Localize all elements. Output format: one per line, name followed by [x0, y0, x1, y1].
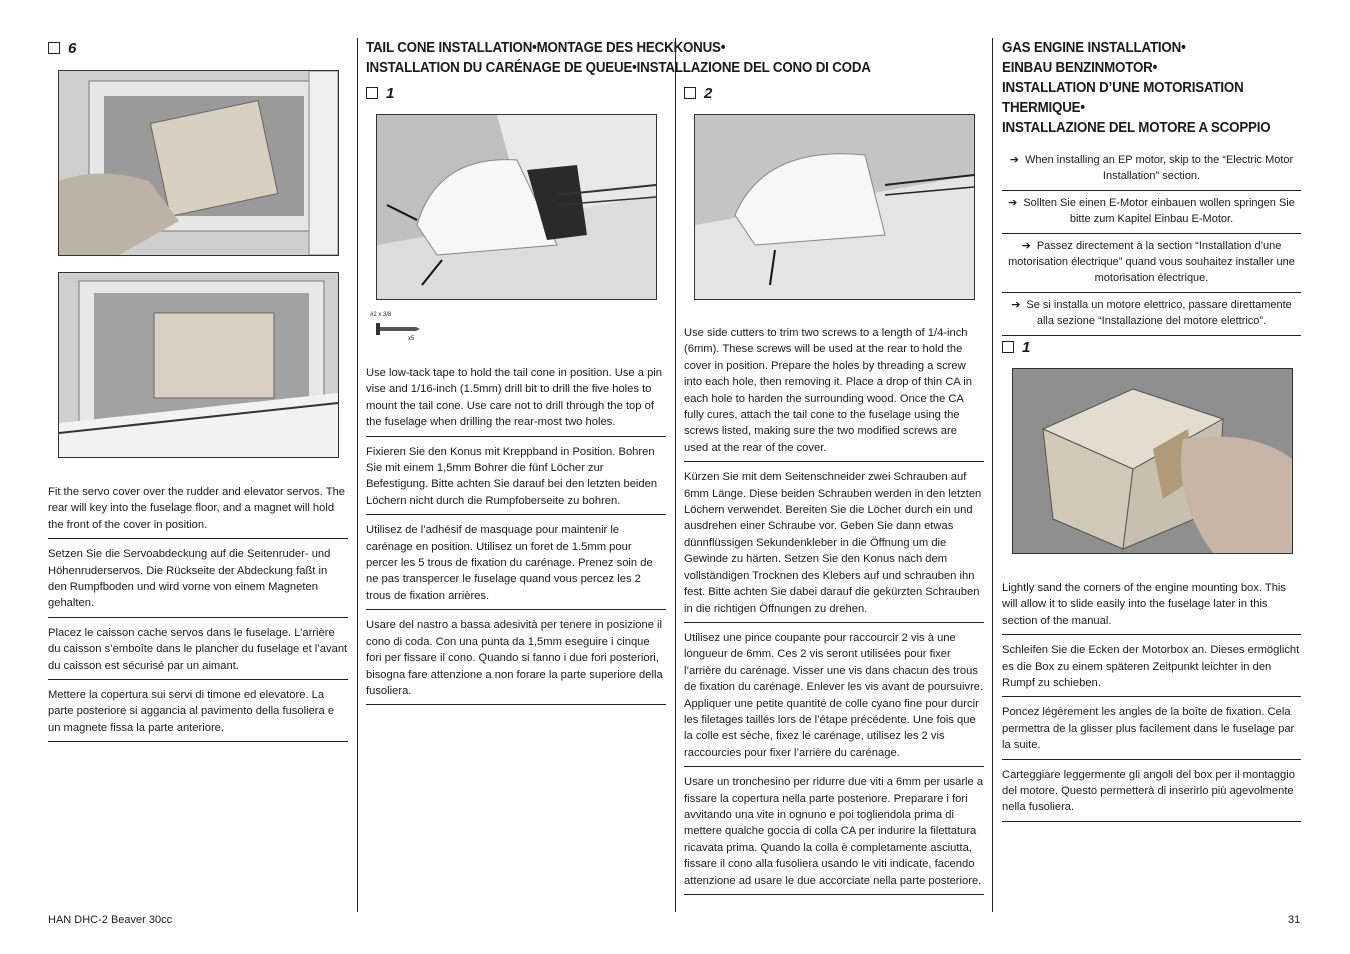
- photo-servo-cover-insert: [58, 70, 339, 256]
- note-text: When installing an EP motor, skip to the “Electric Motor Installation” section.: [1025, 154, 1294, 182]
- instruction-it: Carteggiare leggermente gli angoli del box per il montaggio del motore. Questo permetterà di inserirlo più agevolmente nella fusoliera.: [1002, 767, 1301, 822]
- tail-step-2-header: [684, 83, 712, 103]
- step-number: 6: [68, 39, 77, 57]
- instruction-de: Fixieren Sie den Konus mit Kreppband in Position. Bohren Sie mit einem 1,5mm Bohrer die fünf Löcher zur Befestigung. Bitte achten Sie darauf bei den letzten beiden Löchern nicht durch die Rumpfoberseite zu bohren.: [366, 444, 666, 516]
- screw-qty-label: x5: [408, 336, 415, 342]
- gas-heading-line-2: EINBAU BENZINMOTOR•: [1002, 60, 1158, 76]
- tail-cone-heading-line-1: TAIL CONE INSTALLATION•MONTAGE DES HECKKONUS•: [366, 40, 726, 56]
- photo-tail-cone-screwed: [694, 114, 975, 300]
- instruction-de: Kürzen Sie mit dem Seitenschneider zwei Schrauben auf 6mm Länge. Diese beiden Schrauben werden in den letzten Löchern verwendet. Bereiten Sie die Löcher durch ein und ausdrehen einer Schraube vor. Geben Sie dann etwas dünnflüssigen Sekundenkleber in die Öffnung um die Gewinde zu härten. Setzen Sie den Konus nach dem vollständigen Trocknen des Klebers auf und schrauben ihn fest. Bitte achten Sie dabei darauf die gekürzten Schrauben in die richtigen Öffnungen zu drehen.: [684, 469, 984, 623]
- screw-callout: [370, 312, 430, 346]
- tail-cone-taped-illustration: [377, 115, 656, 299]
- engine-box-sanding-illustration: [1013, 369, 1292, 553]
- instruction-de: Setzen Sie die Servoabdeckung auf die Seitenruder- und Höhenruderservos. Die Rückseite der Abdeckung faßt in den Rumpfboden und wird vorne von einem Magneten gehalten.: [48, 546, 348, 618]
- column-servo-cover: [48, 38, 348, 58]
- servo-cover-installed-illustration: [59, 273, 338, 457]
- instruction-de: Schleifen Sie die Ecken der Motorbox an. Dieses ermöglicht es die Box zu einem späteren Zeitpunkt leichter in den Rumpf zu schieben.: [1002, 642, 1301, 697]
- instruction-fr: Utilisez de l’adhésif de masquage pour maintenir le carénage en position. Utilisez un foret de 1.5mm pour percer les 5 trous de fixation du carénage. Prenez soin de ne pas transpercer le fuselage quand vous percez les 2 trous de fixation arrières.: [366, 522, 666, 610]
- servo-cover-instructions: [48, 484, 348, 749]
- instruction-it: Mettere la copertura sui servi di timone ed elevatore. La parte posteriore si aggancia al pavimento della fusoliera e un magnete fissa la parte anteriore.: [48, 687, 348, 742]
- screw-icon: [376, 322, 420, 336]
- arrow-right-icon: ➔: [1011, 299, 1021, 311]
- instruction-en: Lightly sand the corners of the engine mounting box. This will allow it to slide easily into the fuselage later in this section of the manual.: [1002, 580, 1301, 635]
- checkbox-icon[interactable]: [48, 42, 60, 54]
- instruction-en: Fit the servo cover over the rudder and elevator servos. The rear will key into the fuselage floor, and a magnet will hold the front of the cover in position.: [48, 484, 348, 539]
- gas-step-1-header: [1002, 337, 1030, 357]
- servo-cover-insert-illustration: [59, 71, 338, 255]
- note-text: Se si installa un motore elettrico, passare direttamente alla sezione “Installazione del motore elettrico”.: [1026, 299, 1292, 327]
- gas-engine-heading: [1002, 38, 1302, 138]
- tail-cone-heading: [366, 38, 986, 78]
- step-number: 2: [704, 84, 713, 102]
- checkbox-icon[interactable]: [1002, 341, 1014, 353]
- gas-heading-line-4: THERMIQUE•: [1002, 100, 1085, 116]
- instruction-fr: Utilisez une pince coupante pour raccourcir 2 vis à une longueur de 6mm. Ces 2 vis seront utilisées pour fixer l’arrière du carénage. Visser une vis dans chacun des trous de fixation du carénage. Enlever les vis avant de poursuivre. Appliquer une petite quantité de colle cyano fine pour durcir les filetages taillés lors de l’étape précédente. Une fois que la colle est sèche, fixez le carénage, utilisez les 2 vis raccourcies pour fixer l’arrière du carénage.: [684, 630, 984, 767]
- photo-tail-cone-taped: [376, 114, 657, 300]
- tail-step-2-instructions: [684, 325, 984, 902]
- gas-heading-line-1: GAS ENGINE INSTALLATION•: [1002, 40, 1186, 56]
- tail-step-1-instructions: [366, 365, 666, 712]
- note-fr: [1002, 234, 1301, 293]
- arrow-right-icon: ➔: [1008, 197, 1018, 209]
- instruction-fr: Placez le caisson cache servos dans le fuselage. L’arrière du caisson s’emboîte dans le plancher du fuselage et l’avant du caisson est sécurisé par un aimant.: [48, 625, 348, 680]
- ep-motor-notes: [1002, 148, 1301, 336]
- checkbox-icon[interactable]: [684, 87, 696, 99]
- instruction-en: Use low-tack tape to hold the tail cone in position. Use a pin vise and 1/16-inch (1.5mm) drill bit to drill the five holes to mount the tail cone. Use care not to drill through the top of the fuselage when drilling the rear-most two holes.: [366, 365, 666, 437]
- step-number: 1: [1022, 338, 1031, 356]
- note-text: Passez directement à la section “Installation d’une motorisation électrique” quand vous souhaitez installer une motorisation électrique.: [1008, 240, 1295, 284]
- gas-heading-line-5: INSTALLAZIONE DEL MOTORE A SCOPPIO: [1002, 120, 1271, 136]
- column-divider-3: [992, 38, 993, 912]
- note-text: Sollten Sie einen E-Motor einbauen wollen springen Sie bitte zum Kapitel Einbau E-Motor.: [1023, 197, 1295, 225]
- photo-servo-cover-installed: [58, 272, 339, 458]
- arrow-right-icon: ➔: [1021, 240, 1031, 252]
- tail-cone-heading-line-2: INSTALLATION DU CARÉNAGE DE QUEUE•INSTALLAZIONE DEL CONO DI CODA: [366, 60, 871, 76]
- instruction-fr: Poncez légèrement les angles de la boîte de fixation. Cela permettra de la glisser plus facilement dans le fuselage par la suite.: [1002, 704, 1301, 759]
- tail-step-1-header: [366, 83, 394, 103]
- step-number: 1: [386, 84, 395, 102]
- gas-heading-line-3: INSTALLATION D’UNE MOTORISATION: [1002, 80, 1244, 96]
- column-divider-1: [357, 38, 358, 912]
- step-header: [48, 38, 348, 58]
- arrow-right-icon: ➔: [1009, 154, 1019, 166]
- gas-step-1-instructions: [1002, 580, 1301, 829]
- photo-engine-box-sanding: [1012, 368, 1293, 554]
- screw-spec-label: #2 x 3/8: [370, 312, 392, 318]
- note-en: [1002, 148, 1301, 191]
- instruction-it: Usare del nastro a bassa adesività per tenere in posizione il cono di coda. Con una punta da 1,5mm eseguire i cinque fori per fissare il cono. Quando si fanno i due fori posteriori, bisogna fare attenzione a non forare la parte superiore della fusoliera.: [366, 617, 666, 705]
- instruction-it: Usare un tronchesino per ridurre due viti a 6mm per usarle a fissare la copertura nella parte posteriore. Preparare i fori avvitando una vite in ognuno e poi togliendola prima di mettere qualche goccia di colla CA per indurire la filettatura ricavata prima. Quando la colla è completamente asciutta, fissare il cono alla fusoliera usando le viti indicate, facendo attenzione ad usare le due accorciate nella parte posteriore.: [684, 774, 984, 895]
- tail-cone-screwed-illustration: [695, 115, 974, 299]
- footer-model-name: HAN DHC-2 Beaver 30cc: [48, 914, 173, 926]
- footer-page-number: 31: [1288, 914, 1301, 926]
- instruction-en: Use side cutters to trim two screws to a length of 1/4-inch (6mm). These screws will be used at the rear to hold the cover in position. Prepare the holes by threading a screw into each hole, then removing it. Place a drop of thin CA in each hole to harden the surrounding wood. Once the CA fully cures, attach the tail cone to the fuselage using the screws listed, making sure the two modified screws are used at the rear of the cover.: [684, 325, 984, 462]
- column-divider-2: [675, 38, 676, 912]
- checkbox-icon[interactable]: [366, 87, 378, 99]
- note-it: [1002, 293, 1301, 336]
- note-de: [1002, 191, 1301, 234]
